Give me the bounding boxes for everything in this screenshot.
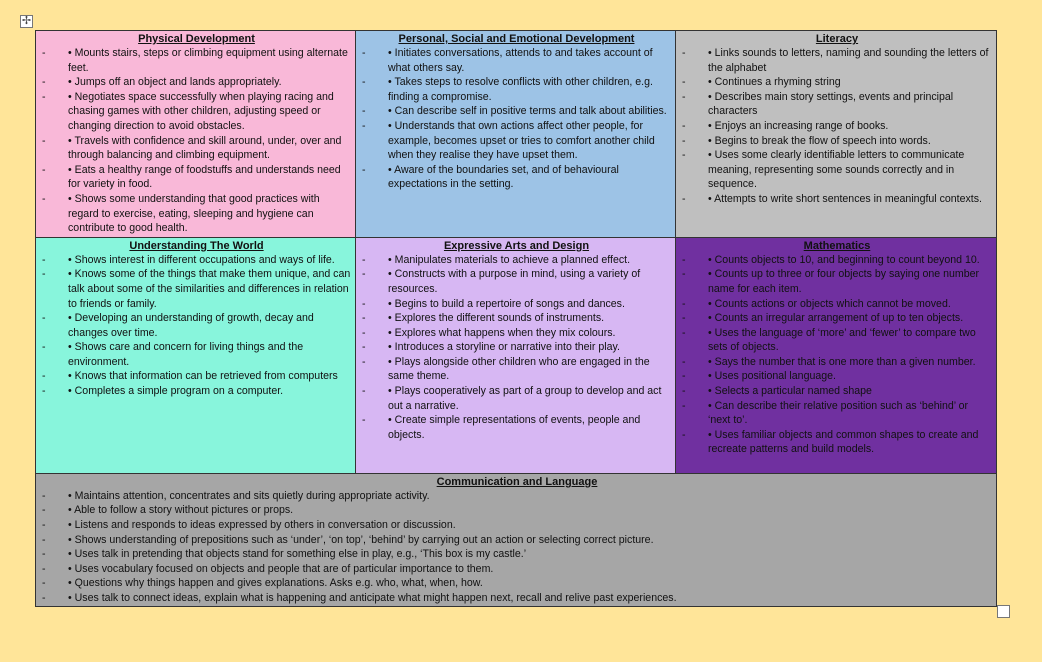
list-item: - • Shows interest in different occupations and ways of life. (42, 253, 351, 268)
psed-cell[interactable] (356, 31, 676, 238)
psed-title: Personal, Social and Emotional Development (398, 33, 635, 45)
list-item: - • Selects a particular named shape (682, 384, 992, 399)
mathematics-cell[interactable] (676, 237, 997, 473)
physical-development-cell[interactable] (36, 31, 356, 238)
list-item: - • Uses the language of ‘more’ and ‘fewer’ to compare two sets of objects. (682, 326, 992, 355)
list-item: - • Plays cooperatively as part of a group to develop and act out a narrative. (362, 384, 671, 413)
expressive-arts-title: Expressive Arts and Design (443, 239, 590, 252)
list-item: - • Developing an understanding of growth, decay and changes over time. (42, 311, 351, 340)
understanding-world-cell[interactable] (36, 237, 356, 473)
list-item: - • Explores what happens when they mix colours. (362, 326, 671, 341)
list-item: - • Questions why things happen and gives explanations. Asks e.g. who, what, when, how. (42, 576, 992, 591)
list-item: - • Aware of the boundaries set, and of behavioural expectations in the setting. (362, 163, 671, 192)
list-item: - • Uses talk to connect ideas, explain what is happening and anticipate what might happen next, recall and relive past experiences. (42, 591, 992, 606)
list-item: - • Able to follow a story without pictures or props. (42, 503, 992, 518)
expressive-arts-cell[interactable] (356, 237, 676, 473)
expressive-arts-list (362, 253, 671, 443)
understanding-world-title: Understanding The World (129, 239, 264, 252)
understanding-world-list (42, 253, 351, 399)
list-item: - • Shows care and concern for living things and the environment. (42, 340, 351, 369)
literacy-cell[interactable] (676, 31, 997, 238)
list-item: - • Attempts to write short sentences in meaningful contexts. (682, 192, 992, 207)
eyfs-table (35, 30, 997, 607)
list-item: - • Jumps off an object and lands appropriately. (42, 75, 351, 90)
list-item: - • Negotiates space successfully when playing racing and chasing games with other children, adjusting speed or changing direction to avoid obstacles. (42, 90, 351, 134)
psed-list (362, 46, 671, 192)
list-item: - • Travels with confidence and skill around, under, over and through balancing and climbing equipment. (42, 134, 351, 163)
list-item: - • Uses vocabulary focused on objects and people that are of particular importance to them. (42, 562, 992, 577)
list-item: - • Constructs with a purpose in mind, using a variety of resources. (362, 267, 671, 296)
communication-language-cell[interactable] (36, 473, 997, 607)
list-item: - • Describes main story settings, events and principal characters (682, 90, 992, 119)
list-item: - • Listens and responds to ideas expressed by others in conversation or discussion. (42, 518, 992, 533)
list-item: - • Counts an irregular arrangement of up to ten objects. (682, 311, 992, 326)
list-item: - • Introduces a storyline or narrative into their play. (362, 340, 671, 355)
mathematics-title: Mathematics (803, 239, 871, 252)
list-item: - • Initiates conversations, attends to and takes account of what others say. (362, 46, 671, 75)
list-item: - • Shows understanding of prepositions such as ‘under’, ‘on top’, ‘behind’ by carrying out an action or selecting correct picture. (42, 533, 992, 548)
list-item: - • Takes steps to resolve conflicts with other children, e.g. finding a compromise. (362, 75, 671, 104)
list-item: - • Can describe their relative position such as ‘behind’ or ‘next to’. (682, 399, 992, 428)
list-item: - • Continues a rhyming string (682, 75, 992, 90)
list-item: - • Can describe self in positive terms and talk about abilities. (362, 104, 671, 119)
table-resize-handle[interactable] (997, 605, 1010, 618)
list-item: - • Uses familiar objects and common shapes to create and recreate patterns and build models. (682, 428, 992, 457)
list-item: - • Plays alongside other children who are engaged in the same theme. (362, 355, 671, 384)
list-item: - • Counts up to three or four objects by saying one number name for each item. (682, 267, 992, 296)
list-item: - • Knows some of the things that make them unique, and can talk about some of the similarities and differences in relation to friends or family. (42, 267, 351, 311)
list-item: - • Maintains attention, concentrates and sits quietly during appropriate activity. (42, 489, 992, 504)
list-item: - • Counts actions or objects which cannot be moved. (682, 297, 992, 312)
list-item: - • Uses some clearly identifiable letters to communicate meaning, representing some sounds correctly and in sequence. (682, 148, 992, 192)
table-move-handle-icon[interactable]: ✢ (21, 15, 32, 27)
list-item: - • Says the number that is one more than a given number. (682, 355, 992, 370)
list-item: - • Explores the different sounds of instruments. (362, 311, 671, 326)
literacy-title: Literacy (815, 33, 859, 45)
list-item: - • Mounts stairs, steps or climbing equipment using alternate feet. (42, 46, 351, 75)
list-item: - • Understands that own actions affect other people, for example, becomes upset or tries to comfort another child when they realise they have upset them. (362, 119, 671, 163)
physical-development-list (42, 46, 351, 236)
list-item: - • Create simple representations of events, people and objects. (362, 413, 671, 442)
list-item: - • Knows that information can be retrieved from computers (42, 369, 351, 384)
list-item: - • Manipulates materials to achieve a planned effect. (362, 253, 671, 268)
list-item: - • Counts objects to 10, and beginning to count beyond 10. (682, 253, 992, 268)
list-item: - • Completes a simple program on a computer. (42, 384, 351, 399)
mathematics-list (682, 253, 992, 457)
list-item: - • Begins to build a repertoire of songs and dances. (362, 297, 671, 312)
list-item: - • Begins to break the flow of speech into words. (682, 134, 992, 149)
list-item: - • Enjoys an increasing range of books. (682, 119, 992, 134)
list-item: - • Links sounds to letters, naming and sounding the letters of the alphabet (682, 46, 992, 75)
list-item: - • Shows some understanding that good practices with regard to exercise, eating, sleeping and hygiene can contribute to good health. (42, 192, 351, 236)
list-item: - • Eats a healthy range of foodstuffs and understands need for variety in food. (42, 163, 351, 192)
physical-development-title: Physical Development (138, 33, 255, 45)
communication-language-list (42, 489, 992, 606)
list-item: - • Uses positional language. (682, 369, 992, 384)
literacy-list (682, 46, 992, 207)
communication-language-title: Communication and Language (436, 475, 598, 488)
list-item: - • Uses talk in pretending that objects stand for something else in play, e.g., ‘This box is my castle.’ (42, 547, 992, 562)
